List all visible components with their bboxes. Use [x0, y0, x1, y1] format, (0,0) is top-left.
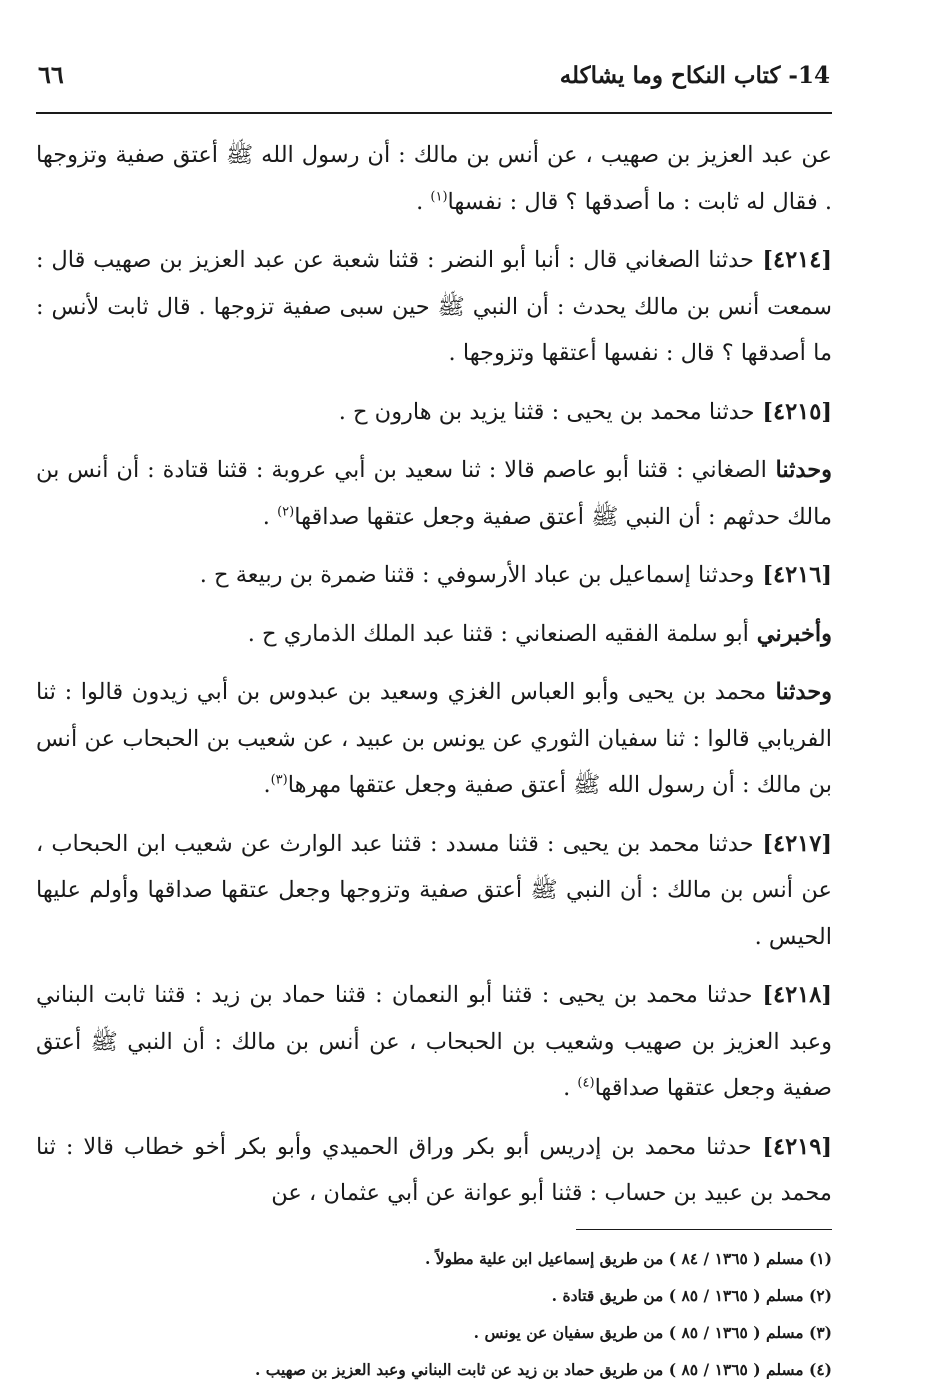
hadith-number: [٤٢١٥]: [754, 398, 832, 425]
footnote-2: (٢) مسلم ( ١٣٦٥ / ٨٥ ) من طريق قتادة .: [551, 1285, 832, 1305]
footnote-4: (٤) مسلم ( ١٣٦٥ / ٨٥ ) من طريق حماد بن زيد عن ثابت البناني وعبد العزيز بن صهيب .: [254, 1359, 832, 1379]
paragraph-tail: .: [563, 1075, 578, 1101]
paragraph-tail: .: [263, 772, 271, 798]
hadith-number: [٤٢١٧]: [753, 830, 832, 857]
paragraph-lead: وحدثنا: [766, 457, 832, 483]
paragraph-lead: وأخبرني: [748, 620, 832, 647]
footnote-ref: (٤): [577, 1075, 595, 1091]
paragraph-text: حدثنا محمد بن يحيى : قثنا أبو النعمان : قثنا حماد بن زيد : قثنا ثابت البناني وعبد العزيز بن صهيب وشعيب بن الحبحاب ، عن أنس بن مالك : أن النبي ﷺ أعتق صفية وجعل عتقها صداقها: [36, 982, 832, 1101]
footnote-ref: (٢): [277, 504, 295, 519]
page-header: [36, 60, 832, 114]
hadith-4219: [36, 1124, 832, 1217]
running-title: 14- كتاب النكاح وما يشاكله: [559, 62, 830, 89]
paragraph-text: أبو سلمة الفقيه الصنعاني : قثنا عبد الملك الذماري ح .: [247, 620, 749, 647]
footnotes: [36, 1240, 832, 1388]
paragraph-text: عن عبد العزيز بن صهيب ، عن أنس بن مالك : أن رسول الله ﷺ أعتق صفية وتزوجها . فقال له ثابت : ما أصدقها ؟ قال : نفسها: [36, 142, 832, 215]
page-number: ٦٦: [38, 60, 64, 89]
hadith-number: [٤٢١٤]: [753, 247, 832, 273]
paragraph-text: حدثنا محمد بن يحيى : قثنا مسدد : قثنا عبد الوارث عن شعيب ابن الحبحاب ، عن أنس بن مالك : أن النبي ﷺ أعتق صفية وتزوجها وجعل عتقها صداقها وأولم عليها الحيس .: [36, 830, 832, 950]
footnote-divider: [576, 1229, 832, 1230]
hadith-4216-chain-3: [36, 669, 832, 809]
hadith-4215-chain-2: [36, 447, 832, 540]
hadith-4216: [36, 552, 832, 599]
footnote-ref: (٣): [270, 772, 288, 788]
page: [36, 60, 832, 1388]
hadith-4214: [36, 237, 832, 377]
hadith-4215: [36, 389, 832, 436]
hadith-4217: [36, 821, 832, 961]
paragraph-text: الصغاني : قثنا أبو عاصم قالا : ثنا سعيد بن أبي عروبة : قثنا قتادة : أن أنس بن مالك حدثهم : أن النبي ﷺ أعتق صفية وجعل عتقها صداقها: [36, 457, 832, 530]
footnote-1: (١) مسلم ( ١٣٦٥ / ٨٤ ) من طريق إسماعيل ابن علية مطولاً .: [425, 1248, 832, 1268]
footnote-3: (٣) مسلم ( ١٣٦٥ / ٨٥ ) من طريق سفيان عن يونس .: [473, 1322, 832, 1342]
hadith-number: [٤٢١٨]: [752, 982, 832, 1008]
main-text: [36, 132, 832, 1217]
hadith-4216-chain-2: [36, 611, 832, 658]
paragraph-text: حدثنا محمد بن يحيى : قثنا يزيد بن هارون ح .: [338, 398, 755, 425]
paragraph-continuation: [36, 132, 832, 225]
paragraph-tail: .: [262, 503, 278, 530]
paragraph-text: وحدثنا إسماعيل بن عباد الأرسوفي : قثنا ضمرة بن ربيعة ح .: [199, 562, 755, 588]
paragraph-text: محمد بن يحيى وأبو العباس الغزي وسعيد بن عبدوس بن أبي زيدون قالوا : ثنا الفريابي قالوا : ثنا سفيان الثوري عن يونس بن عبيد ، عن شعيب بن الحبحاب عن أنس بن مالك : أن رسول الله ﷺ أعتق صفية وجعل عتقها مهرها: [36, 679, 832, 798]
paragraph-text: حدثنا الصغاني قال : أنبا أبو النضر : قثنا شعبة عن عبد العزيز بن صهيب قال : سمعت أنس بن مالك يحدث : أن النبي ﷺ حين سبى صفية تزوجها . قال ثابت لأنس : ما أصدقها ؟ قال : نفسها أعتقها وتزوجها .: [36, 247, 832, 366]
hadith-number: [٤٢١٦]: [754, 562, 832, 588]
paragraph-text: حدثنا محمد بن إدريس أبو بكر وراق الحميدي وأبو بكر أخو خطاب قالا : ثنا محمد بن عبيد بن حساب : قثنا أبو عوانة عن أبي عثمان ، عن: [36, 1133, 832, 1206]
footnote-ref: (١): [430, 189, 448, 204]
paragraph-lead: وحدثنا: [766, 679, 832, 705]
hadith-number: [٤٢١٩]: [751, 1133, 833, 1160]
paragraph-tail: .: [416, 188, 431, 215]
hadith-4218: [36, 972, 832, 1112]
